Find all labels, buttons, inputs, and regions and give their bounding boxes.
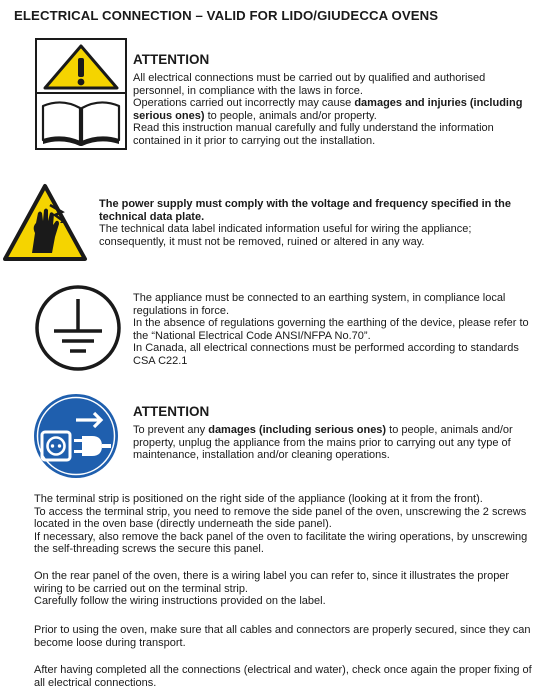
electrical-hazard-icon <box>2 183 88 263</box>
attention-section-2 <box>133 404 533 462</box>
power-supply-text: The technical data label indicated information useful for wiring the appliance; consequently, it must not be removed, ruined or altered in any way. <box>99 223 472 248</box>
instructions-block-2 <box>34 570 534 608</box>
earthing-text: The appliance must be connected to an earthing system, in compliance local regulations in force. <box>133 292 506 317</box>
unplug-mains-icon <box>32 392 120 480</box>
attention-text: To prevent any damages (including serious ones) to people, animals and/or property, unplug the appliance from the mains prior to carrying out any type of maintenance, installation and/or cleaning operations. <box>133 424 513 462</box>
attention-text: Read this instruction manual carefully and fully understand the information contained in it prior to carrying out the installation. <box>133 122 494 147</box>
earthing-section <box>133 292 533 368</box>
attention-section-1 <box>133 52 531 148</box>
attention-text: Operations carried out incorrectly may cause damages and injuries (including serious ones) to people, animals and/or property. <box>133 97 523 122</box>
warning-read-manual-icon <box>35 38 127 150</box>
instruction-text: The terminal strip is positioned on the right side of the appliance (looking at it from the front). <box>34 493 483 505</box>
instruction-text: Carefully follow the wiring instructions provided on the label. <box>34 595 326 608</box>
attention-text: All electrical connections must be carried out by qualified and authorised personnel, in compliance with the laws in force. <box>133 72 486 97</box>
instructions-block-4 <box>34 664 534 689</box>
power-supply-section <box>99 198 535 248</box>
power-supply-warning: The power supply must comply with the voltage and frequency specified in the technical data plate. <box>99 198 511 223</box>
earthing-text: In Canada, all electrical connections must be performed according to standards CSA C22.1 <box>133 342 519 367</box>
instruction-text: If necessary, also remove the back panel of the oven to facilitate the wiring operations, by unscrewing the self-threading screws the secure this panel. <box>34 530 528 556</box>
instruction-text: To access the terminal strip, you need to remove the side panel of the oven, unscrewing the 2 screws located in the oven base (directly underneath the side panel). <box>34 505 527 531</box>
page-title: ELECTRICAL CONNECTION – VALID FOR LIDO/GIUDECCA OVENS <box>14 8 439 23</box>
instruction-text: Prior to using the oven, make sure that all cables and connectors are properly secured, since they can become loose during transport. <box>34 624 531 649</box>
attention-heading: ATTENTION <box>133 404 210 419</box>
attention-heading: ATTENTION <box>133 52 210 67</box>
earth-ground-icon <box>34 284 122 372</box>
earthing-text: In the absence of regulations governing the earthing of the device, please refer to the “National Electrical Code ANSI/NFPA No.70”. <box>133 317 529 342</box>
instruction-text: After having completed all the connections (electrical and water), check once again the proper fixing of all electrical connections. <box>34 664 532 689</box>
instruction-text: On the rear panel of the oven, there is a wiring label you can refer to, since it illustrates the proper wiring to be carried out on the terminal strip. <box>34 570 510 595</box>
instructions-block-3 <box>34 624 534 649</box>
instructions-block-1 <box>34 493 534 556</box>
